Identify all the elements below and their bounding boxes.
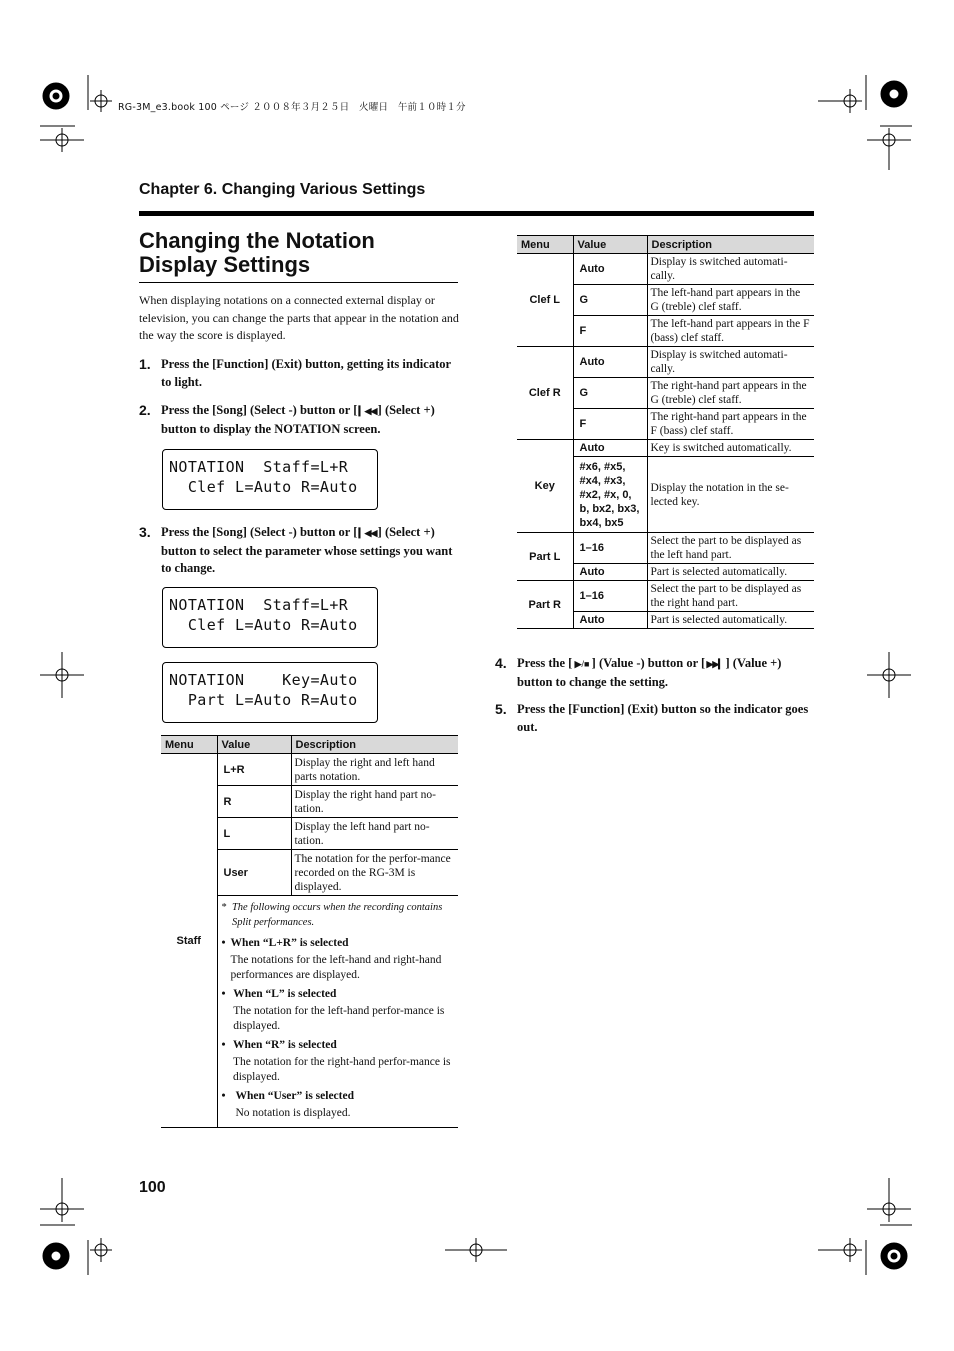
step-3-text	[161, 524, 459, 578]
value-cell: G	[573, 378, 647, 409]
header-value: Value	[573, 236, 647, 254]
description-cell: Display the left hand part no-tation.	[291, 818, 458, 850]
step-1-text: Press the [Function] (Exit) button, getting its indicator to light.	[161, 357, 451, 389]
step-5-text: Press the [Function] (Exit) button so the indicator goes out.	[517, 702, 809, 734]
bullet-body: The notation for the left-hand perfor-mance is displayed.	[233, 1005, 445, 1032]
description-cell: Key is switched automatically.	[647, 440, 814, 457]
menu-cell-part-r: Part R	[517, 581, 573, 629]
value-cell: Auto	[573, 254, 647, 285]
value-cell: User	[217, 850, 291, 896]
table-row	[161, 754, 458, 786]
bullet-icon: •	[221, 1039, 226, 1051]
description-cell: Part is selected automatically.	[647, 612, 814, 629]
print-header: RG-3M_e3.book 100 ページ ２００８年３月２５日 火曜日 午前１０時１分	[118, 102, 466, 113]
value-cell: L	[217, 818, 291, 850]
bullet-body: No notation is displayed.	[235, 1107, 351, 1119]
description-cell: Select the part to be displayed as the left hand part.	[647, 533, 814, 564]
step-2-text-b: ] (Select +) button to display the NOTATION screen.	[161, 403, 435, 436]
list-item	[222, 936, 453, 983]
bullet-head: When “User” is selected	[235, 1090, 354, 1102]
step-4-text	[517, 655, 815, 691]
value-cell: F	[573, 409, 647, 440]
bullet-body: The notation for the right-hand perfor-mance is displayed.	[232, 1056, 451, 1083]
description-cell: The right-hand part appears in the F (bass) clef staff.	[647, 409, 814, 440]
value-cell: #x6, #x5, #x4, #x3, #x2, #x, 0, b, bx2, bx3, bx4, bx5	[573, 457, 647, 533]
page-title	[139, 229, 457, 277]
value-cell: G	[573, 285, 647, 316]
description-cell: Part is selected automatically.	[647, 564, 814, 581]
description-cell: The left-hand part appears in the F (bass) clef staff.	[647, 316, 814, 347]
table-row	[517, 254, 814, 285]
value-cell: Auto	[573, 612, 647, 629]
step-3-text-b: ] (Select +) button to select the parameter whose settings you want to change.	[161, 525, 453, 575]
lcd-line-2: Clef L=Auto R=Auto	[169, 616, 358, 634]
step-5-number: 5.	[495, 701, 507, 717]
step-3-text-a: Press the [Song] (Select -) button or [	[161, 525, 358, 539]
table-row	[517, 533, 814, 564]
menu-cell-part-l: Part L	[517, 533, 573, 581]
value-cell: L+R	[217, 754, 291, 786]
bullet-list	[222, 936, 453, 1121]
table-row	[517, 347, 814, 378]
lcd-line-2: Clef L=Auto R=Auto	[169, 478, 358, 496]
bullet-body: The notations for the left-hand and right-hand performances are displayed.	[230, 954, 442, 981]
header-menu: Menu	[517, 236, 573, 254]
bullet-icon: •	[221, 937, 226, 949]
bullet-icon: •	[221, 1090, 226, 1102]
play-stop-icon: ▶/■	[572, 659, 592, 669]
page-title-line2: Display Settings	[139, 252, 311, 277]
list-item	[222, 987, 453, 1034]
prev-icon: ▎◀◀	[357, 406, 378, 416]
table-row	[517, 581, 814, 612]
step-4-text-a: Press the [	[517, 656, 573, 670]
step-2-text	[161, 402, 459, 438]
value-cell: F	[573, 316, 647, 347]
list-item	[222, 1038, 453, 1085]
lcd-screen-notation-3	[162, 662, 378, 723]
step-4-text-c: ] (Value +) button to change the setting.	[517, 656, 782, 689]
lcd-line-1: NOTATION Staff=L+R	[169, 458, 349, 476]
lcd-screen-notation-1	[162, 449, 378, 510]
description-cell: Display is switched automati-cally.	[647, 254, 814, 285]
bullet-head: When “R” is selected	[232, 1039, 337, 1051]
description-cell: The right-hand part appears in the G (treble) clef staff.	[647, 378, 814, 409]
value-cell: R	[217, 786, 291, 818]
step-2-number: 2.	[139, 402, 151, 418]
value-cell: 1–16	[573, 533, 647, 564]
table-header-row	[517, 236, 814, 254]
description-cell: Display is switched automati-cally.	[647, 347, 814, 378]
lcd-screen-notation-2	[162, 587, 378, 648]
value-cell: Auto	[573, 440, 647, 457]
description-cell: Display the right and left hand parts notation.	[291, 754, 458, 786]
table-row	[517, 440, 814, 457]
description-cell: The notation for the perfor-mance recorded on the RG-3M is displayed.	[291, 850, 458, 896]
list-item	[222, 1089, 453, 1121]
next-icon: ▶▶▎	[705, 659, 726, 669]
note	[222, 900, 453, 930]
menu-cell-clef-l: Clef L	[517, 254, 573, 347]
description-cell: Select the part to be displayed as the right hand part.	[647, 581, 814, 612]
step-1-number: 1.	[139, 356, 151, 372]
description-cell: Display the notation in the se-lected key.	[647, 457, 814, 533]
bullet-head: When “L+R” is selected	[230, 937, 349, 949]
lcd-line-1: NOTATION Staff=L+R	[169, 596, 349, 614]
note-asterisk: *	[221, 902, 227, 913]
table-header-row	[161, 736, 458, 754]
step-4-number: 4.	[495, 655, 507, 671]
chapter-rule	[139, 211, 814, 216]
value-cell: 1–16	[573, 581, 647, 612]
step-3-number: 3.	[139, 524, 151, 540]
page-title-line1: Changing the Notation	[139, 228, 375, 253]
intro-paragraph: When displaying notations on a connected external display or television, you can change the parts that appear in the notation and the way the score is displayed.	[139, 293, 459, 342]
title-rule	[139, 282, 458, 283]
header-description: Description	[647, 236, 814, 254]
header-value: Value	[217, 736, 291, 754]
step-4-text-b: ] (Value -) button or [	[591, 656, 706, 670]
bullet-head: When “L” is selected	[233, 988, 337, 1000]
clef-key-part-table	[517, 235, 814, 629]
staff-settings-table	[161, 735, 458, 1128]
step-2-text-a: Press the [Song] (Select -) button or [	[161, 403, 358, 417]
bullet-icon: •	[221, 988, 226, 1000]
value-cell: Auto	[573, 564, 647, 581]
description-cell: Display the right hand part no-tation.	[291, 786, 458, 818]
split-note-cell	[217, 896, 458, 1128]
menu-cell-staff: Staff	[161, 754, 217, 1128]
menu-cell-key: Key	[517, 440, 573, 533]
page-number: 100	[139, 1179, 166, 1196]
prev-icon: ▎◀◀	[357, 528, 378, 538]
description-cell: The left-hand part appears in the G (treble) clef staff.	[647, 285, 814, 316]
header-description: Description	[291, 736, 458, 754]
menu-cell-clef-r: Clef R	[517, 347, 573, 440]
value-cell: Auto	[573, 347, 647, 378]
chapter-heading: Chapter 6. Changing Various Settings	[139, 181, 426, 198]
header-menu: Menu	[161, 736, 217, 754]
lcd-line-1: NOTATION Key=Auto	[169, 671, 358, 689]
lcd-line-2: Part L=Auto R=Auto	[169, 691, 358, 709]
note-text: The following occurs when the recording contains Split performances.	[231, 902, 443, 928]
